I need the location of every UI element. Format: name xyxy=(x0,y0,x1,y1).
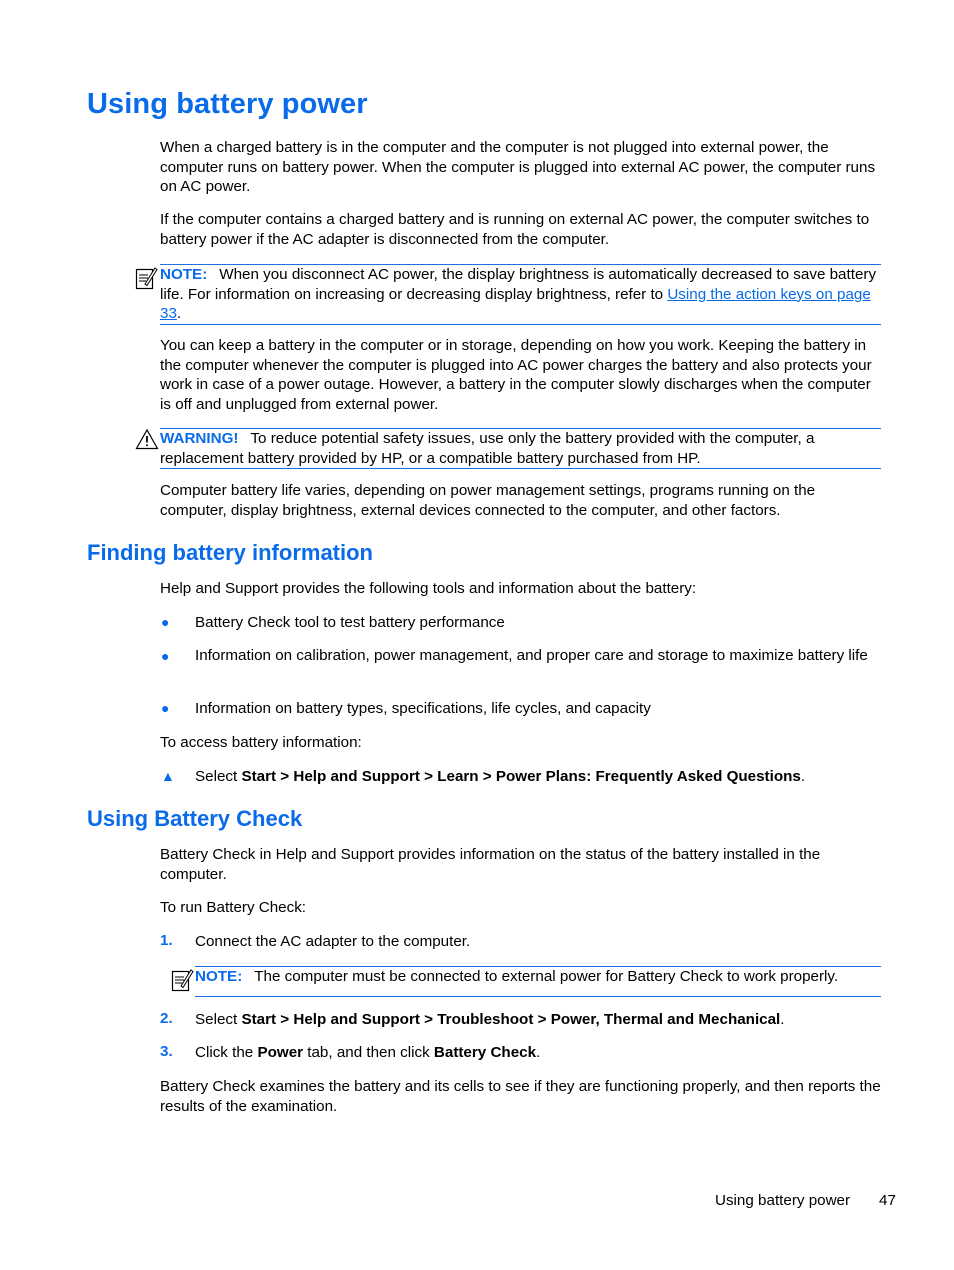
bullet-icon: ● xyxy=(161,648,170,664)
power-tab-label: Power xyxy=(257,1044,304,1061)
step-prefix: Select xyxy=(195,768,242,785)
section-heading-finding: Finding battery information xyxy=(87,540,373,565)
list-item: Information on battery types, specifications, life cycles, and capacity xyxy=(195,700,651,717)
warning-label: WARNING! xyxy=(160,430,239,447)
battery-life-paragraph: Computer battery life varies, depending on power management settings, programs running on the computer, display brightness, external devices connected to the computer, and other factors. xyxy=(160,482,816,519)
step-prefix: Select xyxy=(195,1011,242,1028)
page-title: Using battery power xyxy=(87,88,368,120)
storage-paragraph: You can keep a battery in the computer or in storage, depending on how you work. Keeping the battery in the computer whenever the computer is plugged into AC power charges the battery and also protects your work in case of a power outage. However, a battery in the computer slowly discharges when the computer is off and unplugged from external power. xyxy=(160,337,872,413)
step-number: 3. xyxy=(160,1043,173,1060)
run-intro: To run Battery Check: xyxy=(160,899,307,916)
note-box xyxy=(160,264,881,325)
warning-text: To reduce potential safety issues, use only the battery provided with the computer, a replacement battery provided by HP, or a compatible battery purchased from HP. xyxy=(160,430,815,467)
step-path: Start > Help and Support > Learn > Power Plans: Frequently Asked Questions xyxy=(241,768,801,785)
step-2-text xyxy=(195,1010,885,1030)
note-tail: . xyxy=(176,305,182,323)
step-prefix: Click the xyxy=(195,1044,258,1061)
note-label: NOTE: xyxy=(195,968,243,985)
step-suffix: . xyxy=(536,1044,541,1061)
bullet-icon: ● xyxy=(161,614,170,630)
section2-intro: Battery Check in Help and Support provides information on the status of the battery installed in the computer. xyxy=(160,846,821,883)
step-suffix: . xyxy=(800,768,806,785)
step-middle: tab, and then click xyxy=(303,1044,434,1061)
bullet-icon: ● xyxy=(161,700,170,716)
step-number: 1. xyxy=(160,932,173,949)
section1-intro: Help and Support provides the following tools and information about the battery: xyxy=(160,580,697,597)
closing-paragraph: Battery Check examines the battery and its cells to see if they are functioning properly, and then reports the results of the examination. xyxy=(160,1078,881,1115)
battery-check-note-box xyxy=(195,966,881,997)
note-icon xyxy=(170,968,194,997)
list-item: Battery Check tool to test battery performance xyxy=(195,614,505,631)
battery-check-label: Battery Check xyxy=(433,1044,537,1061)
warning-icon xyxy=(135,428,159,455)
warning-box xyxy=(160,428,881,469)
footer-section-title: Using battery power xyxy=(715,1192,851,1209)
note-text: The computer must be connected to external power for Battery Check to work properly. xyxy=(254,968,839,985)
access-intro: To access battery information: xyxy=(160,734,362,751)
list-item: Information on calibration, power management, and proper care and storage to maximize battery life xyxy=(195,647,868,664)
step-number: 2. xyxy=(160,1010,173,1027)
note-icon xyxy=(134,266,158,295)
step-triangle-icon: ▲ xyxy=(161,768,175,784)
intro-paragraph-1: When a charged battery is in the computer and the computer is not plugged into external power, the computer runs on battery power. When the computer is plugged into external AC power, the computer runs on AC power. xyxy=(160,139,876,196)
note-text: When you disconnect AC power, the display brightness is automatically decreased to save battery life. For information on increasing or decreasing display brightness, refer to xyxy=(160,266,877,303)
intro-paragraph-2: If the computer contains a charged battery and is running on external AC power, the computer switches to battery power if the AC adapter is disconnected from the computer. xyxy=(160,211,870,248)
page-number: 47 xyxy=(879,1192,896,1209)
note-label: NOTE: xyxy=(160,266,208,283)
access-step xyxy=(195,767,885,787)
step-suffix: . xyxy=(780,1011,785,1028)
section-heading-battery-check: Using Battery Check xyxy=(87,806,303,831)
step-path: Start > Help and Support > Troubleshoot > Power, Thermal and Mechanical xyxy=(241,1011,781,1028)
action-keys-link[interactable]: Using the action keys on page 33 xyxy=(160,285,871,323)
step-3-text xyxy=(195,1043,885,1063)
step-1-text: Connect the AC adapter to the computer. xyxy=(195,933,471,950)
